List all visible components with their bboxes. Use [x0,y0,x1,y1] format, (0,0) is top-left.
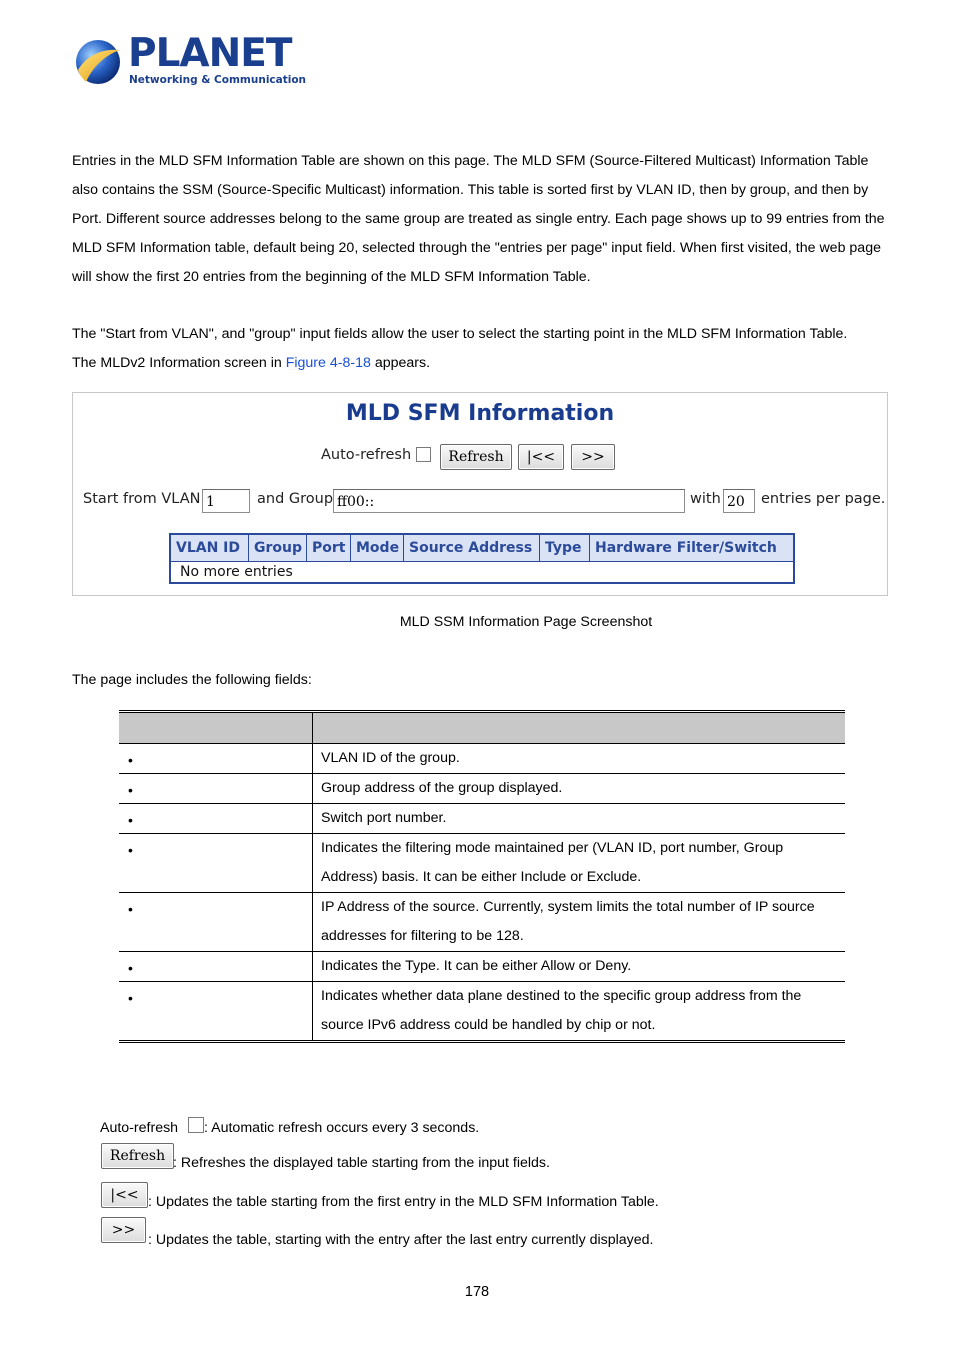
description-cell: IP Address of the source. Currently, system limits the total number of IP source addresses for filtering to be 128. [321,899,815,944]
next-page-button[interactable]: >> [571,444,615,470]
bullet: • [128,812,133,828]
description-cell: Indicates whether data plane destined to the specific group address from the source IPv6 address could be handled by chip or not. [321,988,802,1033]
description-cell: Indicates the Type. It can be either Allow or Deny. [321,958,632,974]
intro-paragraph [72,147,887,292]
group-label: and Group [257,491,334,507]
globe-logo-icon [72,36,124,88]
description-cell: Indicates the filtering mode maintained per (VLAN ID, port number, Group Address) basis. It can be either Include or Exclude. [321,840,784,885]
figure-ref-post: appears. [370,355,431,371]
table-row [119,833,845,892]
fields-table-header [119,713,845,743]
intro-text: Entries in the MLD SFM Information Table are shown on this page. The MLD SFM (Source-Filtered Multicast) Information Table also contains the SSM (Source-Specific Multicast) information. This table is sorted first by VLAN ID, then by group, and then by Port. Different source addresses belong to the same group are treated as single entry. Each page shows up to 99 entries from the MLD SFM Information table, default being 20, selected through the "entries per page" input field. When first visited, the web page will show the first 20 entries from the beginning of the MLD SFM Information Table. [72,153,885,285]
description-cell: VLAN ID of the group. [321,750,460,766]
refresh-button[interactable]: Refresh [440,444,512,470]
planet-logo [72,36,124,88]
figure-reference [72,349,887,378]
legend-auto-refresh-desc: : Automatic refresh occurs every 3 seconds. [204,1120,480,1136]
table-row [119,892,845,951]
bullet: • [128,842,133,858]
fields-table [119,710,845,1043]
header-description-cell [313,713,845,743]
legend-first-page-button[interactable]: |<< [101,1182,148,1208]
legend-auto-refresh-label: Auto-refresh [100,1120,179,1136]
start-vlan-label: Start from VLAN [83,491,201,507]
table-row [119,803,845,833]
object-cell [119,774,313,803]
object-cell [119,952,313,981]
auto-refresh-label: Auto-refresh [321,447,412,463]
description-cell: Group address of the group displayed. [321,780,563,796]
start-point-text: The "Start from VLAN", and "group" input fields allow the user to select the starting point in the MLD SFM Information Table. [72,326,848,342]
bullet: • [128,752,133,768]
legend-auto-refresh-checkbox[interactable] [188,1117,204,1133]
start-point-paragraph [72,320,887,378]
object-cell [119,804,313,833]
object-cell [119,893,313,951]
table-row [119,743,845,773]
sfm-table-header [171,535,793,561]
col-port: Port [307,535,351,561]
col-group: Group [249,535,307,561]
legend-refresh-button[interactable]: Refresh [101,1143,174,1169]
legend-next-page-button[interactable]: >> [101,1217,146,1243]
bullet: • [128,960,133,976]
with-label: with [690,491,721,507]
table-row [119,773,845,803]
figure-ref-pre: The MLDv2 Information screen in [72,355,286,371]
bullet: • [128,901,133,917]
sfm-info-table [169,533,795,584]
col-type: Type [540,535,590,561]
bullet: • [128,782,133,798]
object-cell [119,834,313,892]
logo-tagline: Networking & Communication [129,74,307,86]
legend-next-page-desc: : Updates the table, starting with the entry after the last entry currently displayed. [148,1232,654,1248]
legend-first-page-desc: : Updates the table starting from the first entry in the MLD SFM Information Table. [148,1194,659,1210]
col-vlan-id: VLAN ID [171,535,249,561]
entries-per-page-input[interactable]: 20 [723,489,755,513]
col-mode: Mode [351,535,404,561]
start-vlan-input[interactable]: 1 [202,489,250,513]
figure-link[interactable]: Figure 4-8-18 [285,355,371,371]
description-cell: Switch port number. [321,810,447,826]
page-number: 178 [464,1284,490,1300]
auto-refresh-checkbox[interactable] [416,447,431,462]
entries-per-page-label: entries per page. [761,491,886,507]
col-hardware-filter: Hardware Filter/Switch [595,540,777,556]
header-object-cell [119,713,313,743]
col-source-address: Source Address [404,535,540,561]
bullet: • [128,990,133,1006]
screenshot-title: MLD SFM Information [345,401,615,426]
legend-refresh-desc: : Refreshes the displayed table starting from the input fields. [173,1155,550,1171]
object-cell [119,744,313,773]
figure-caption: MLD SSM Information Page Screenshot [399,614,653,630]
logo-wordmark: PLANET [128,31,292,76]
table-row [119,981,845,1040]
object-cell [119,982,313,1040]
legend-auto-refresh [100,1117,479,1136]
fields-intro: The page includes the following fields: [72,672,312,688]
mld-sfm-screenshot [72,392,888,596]
empty-table-row: No more entries [171,561,793,582]
first-page-button[interactable]: |<< [518,444,564,470]
group-input[interactable]: ff00:: [333,489,685,513]
table-row [119,951,845,981]
